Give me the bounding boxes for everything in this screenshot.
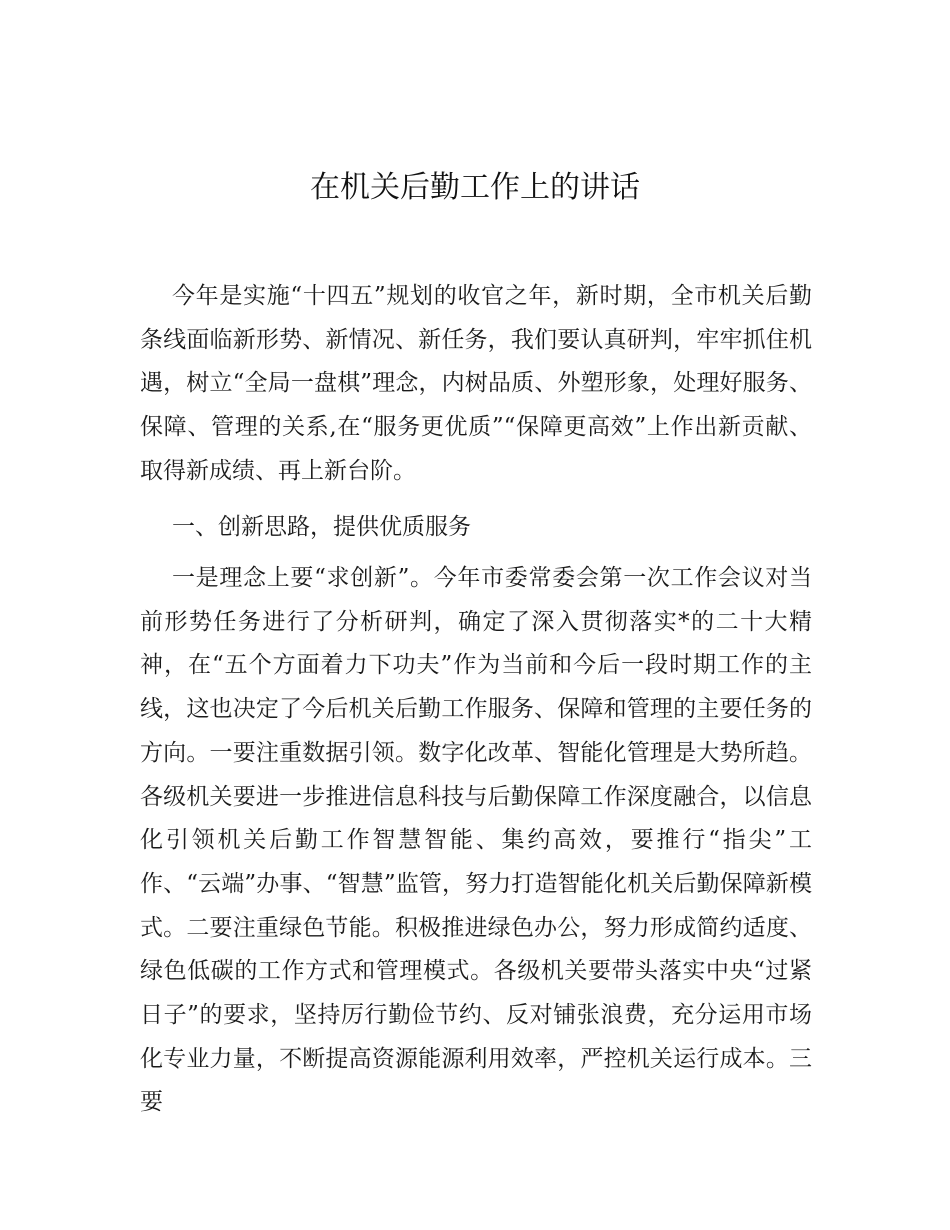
section-heading: 一、创新思路，提供优质服务 [172, 514, 471, 540]
document-title: 在机关后勤工作上的讲话 [310, 170, 640, 205]
body-paragraph: 一是理念上要“求创新”。今年市委常委会第一次工作会议对当前形势任务进行了分析研判，确定了深入贯彻落实*的二十大精神，在“五个方面着力下功夫”作为当前和今后一段时期工作的主线，这也决定了今后机关后勤工作服务、保障和管理的主要任务的方向。一要注重数据引领。数字化改革、智能化管理是大势所趋。各级机关要进一步推进信息科技与后勤保障工作深度融合，以信息化引领机关后勤工作智慧智能、集约高效，要推行“指尖”工作、“云端”办事、“智慧”监管，努力打造智能化机关后勤保障新模式。二要注重绿色节能。积极推进绿色办公，努力形成简约适度、绿色低碳的工作方式和管理模式。各级机关要带头落实中央“过紧日子”的要求，坚持厉行勤俭节约、反对铺张浪费，充分运用市场化专业力量，不断提高资源能源利用效率，严控机关运行成本。三要 [140, 565, 812, 1116]
intro-paragraph: 今年是实施“十四五”规划的收官之年，新时期，全市机关后勤条线面临新形势、新情况、新任务，我们要认真研判，牢牢抓住机遇，树立“全局一盘棋”理念，内树品质、外塑形象，处理好服务、保障、管理的关系,在“服务更优质”“保障更高效”上作出新贡献、取得新成绩、再上新台阶。 [140, 283, 812, 484]
